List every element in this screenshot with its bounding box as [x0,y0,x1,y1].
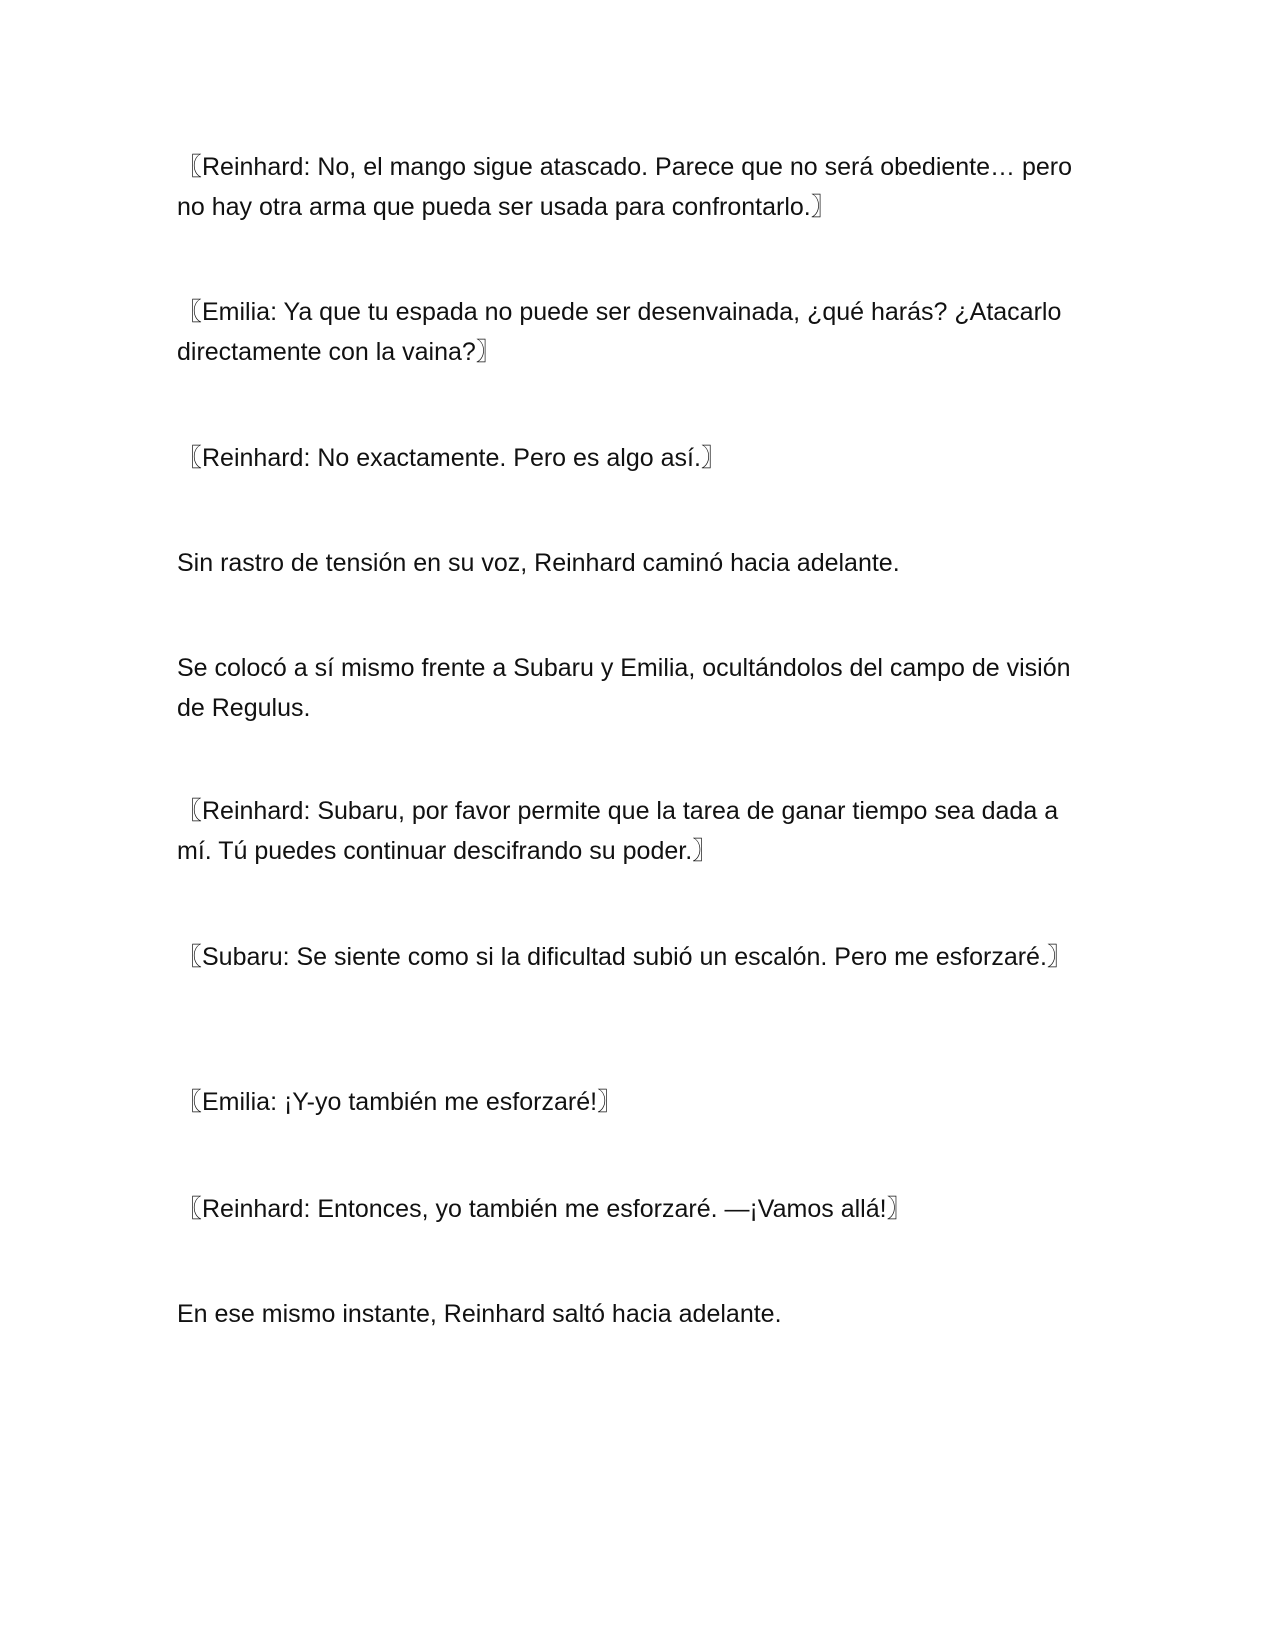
paragraph-7: 〖Subaru: Se siente como si la dificultad subió un escalón. Pero me esforzaré.〗 [177,943,1072,971]
paragraph-3: 〖Reinhard: No exactamente. Pero es algo así.〗 [177,444,726,472]
paragraph-2: 〖Emilia: Ya que tu espada no puede ser desenvainada, ¿qué harás? ¿Atacarlo directamente con la vaina?〗 [177,298,1062,366]
paragraph-4: Sin rastro de tensión en su voz, Reinhard caminó hacia adelante. [177,549,900,577]
paragraph-10: En ese mismo instante, Reinhard saltó hacia adelante. [177,1300,782,1328]
paragraph-6: 〖Reinhard: Subaru, por favor permite que la tarea de ganar tiempo sea dada a mí. Tú puedes continuar descifrando su poder.〗 [177,797,1059,865]
paragraph-1: 〖Reinhard: No, el mango sigue atascado. Parece que no será obediente… pero no hay otra arma que pueda ser usada para confrontarlo.〗 [177,153,1073,221]
paragraph-9: 〖Reinhard: Entonces, yo también me esforzaré. —¡Vamos allá!〗 [177,1195,912,1223]
paragraph-5: Se colocó a sí mismo frente a Subaru y Emilia, ocultándolos del campo de visión de Regulus. [177,654,1071,722]
paragraph-8: 〖Emilia: ¡Y-yo también me esforzaré!〗 [177,1088,623,1116]
